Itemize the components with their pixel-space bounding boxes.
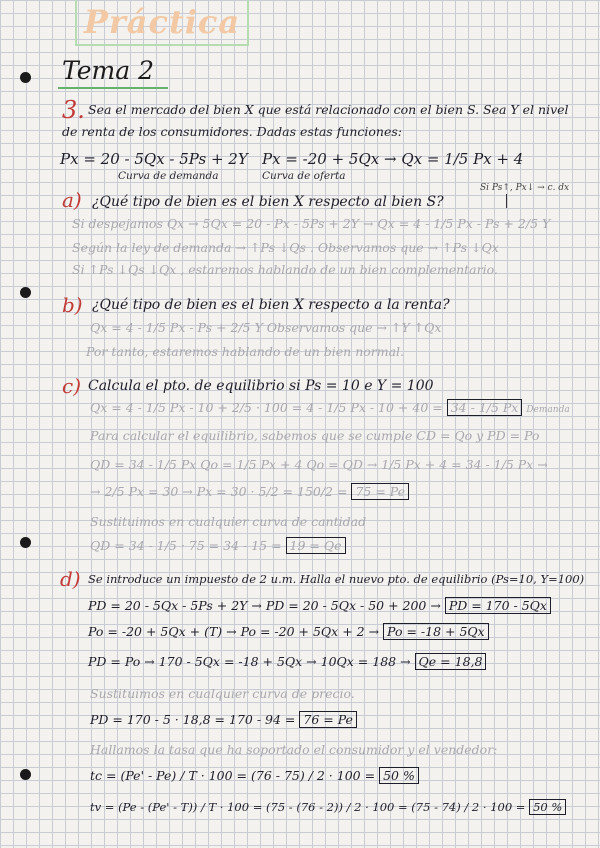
part-d-line-4-text: PD = Po → 170 - 5Qx = -18 + 5Qx → 10Qx = 188 → [88,654,411,669]
part-c-line-6 [90,538,346,553]
part-b-line-1: Qx = 4 - 1/5 Px - Ps + 2/5 Y Observamos que → ↑Y ↑Qx [90,320,442,335]
part-a-label: a) [62,188,82,212]
part-d-line-8 [90,768,419,783]
part-a-question: ¿Qué tipo de bien es el bien X respecto al bien S? [92,194,444,210]
part-d-line-5: Sustituimos en cualquier curva de precio. [90,686,355,701]
part-b-line-2: Por tanto, estaremos hablando de un bien normal. [86,344,405,359]
part-d-line-2 [88,598,551,613]
part-c-line-2: Para calcular el equilibrio, sabemos que se cumple CD = Qo y PD = Po [90,428,540,443]
margin-dot-1 [20,72,31,83]
tema-heading: Tema 2 [62,56,154,85]
annotation-arrow [506,194,507,208]
part-c-box-demand: 34 - 1/5 Px [447,399,523,416]
part-d-line-6-text: PD = 170 - 5 · 18,8 = 170 - 94 = [90,712,296,727]
tema-underline [58,87,168,89]
part-c-line-4-text: → 2/5 Px = 30 → Px = 30 · 5/2 = 150/2 = [90,484,348,499]
title-box [75,0,249,46]
part-a-line-1: Si despejamos Qx → 5Qx = 20 - Px - 5Ps + 2Y → Qx = 4 - 1/5 Px - Ps + 2/5 Y [72,216,551,231]
part-d-line-2-text: PD = 20 - 5Qx - 5Ps + 2Y → PD = 20 - 5Qx - 50 + 200 → [88,598,441,613]
margin-dot-2 [20,287,31,298]
part-d-line-7: Hallamos la tasa que ha soportado el consumidor y el vendedor: [90,742,498,757]
part-d-line-9 [90,800,566,814]
part-c-box-qe: 19 = Qe [286,537,346,554]
part-a-line-2: Según la ley de demanda → ↑Ps ↓Qs . Observamos que → ↑Ps ↓Qx [72,240,499,255]
part-d-box-po: Po = -18 + 5Qx [383,623,489,640]
problem-number: 3. [62,96,85,124]
part-d-line-4 [88,654,486,669]
part-c-demand-note: Demanda [526,405,570,415]
demand-label: Curva de demanda [118,170,219,182]
margin-dot-3 [20,537,31,548]
part-c-line-3: QD = 34 - 1/5 Px Qo = 1/5 Px + 4 Qo = QD → 1/5 Px + 4 = 34 - 1/5 Px → [90,457,548,472]
part-d-line-3 [88,624,489,639]
part-d-line-8-text: tc = (Pe' - Pe) / T · 100 = (76 - 75) / 2 · 100 = [90,768,376,783]
part-a-annotation: Si Ps↑, Px↓ → c. dx [480,183,570,193]
statement-line-2: de renta de los consumidores. Dadas estas funciones: [62,124,403,139]
part-c-label: c) [62,374,82,398]
page-title: Práctica [83,3,241,41]
statement-line-1: Sea el mercado del bien X que está relacionado con el bien S. Sea Y el nivel [88,102,569,117]
part-c-box-pe: 75 = Pe [351,483,409,500]
supply-equation: Px = -20 + 5Qx → Qx = 1/5 Px + 4 [262,150,524,168]
part-d-box-tc: 50 % [379,767,419,784]
part-d-label: d) [60,567,81,591]
part-c-line-1 [90,400,570,415]
part-c-line-5: Sustituimos en cualquier curva de cantidad [90,514,367,529]
part-d-box-qe: Qe = 18,8 [415,653,487,670]
part-b-label: b) [62,293,83,317]
part-c-line-4 [90,484,409,499]
part-a-line-3: Si ↑Ps ↓Qs ↓Qx , estaremos hablando de un bien complementario. [72,262,498,277]
supply-label: Curva de oferta [262,170,346,182]
part-d-line-6 [90,712,357,727]
margin-dot-4 [20,769,31,780]
part-d-box-pd: PD = 170 - 5Qx [445,597,551,614]
part-d-line-1: Se introduce un impuesto de 2 u.m. Halla el nuevo pto. de equilibrio (Ps=10, Y=100) [88,572,585,586]
part-d-box-pe: 76 = Pe [299,711,357,728]
part-d-line-3-text: Po = -20 + 5Qx + (T) → Po = -20 + 5Qx + 2 → [88,624,380,639]
part-c-line-1-text: Qx = 4 - 1/5 Px - 10 + 2/5 · 100 = 4 - 1/5 Px - 10 + 40 = [90,400,443,415]
part-b-question: ¿Qué tipo de bien es el bien X respecto a la renta? [92,297,450,313]
part-c-question: Calcula el pto. de equilibrio si Ps = 10 e Y = 100 [88,378,434,394]
demand-equation: Px = 20 - 5Qx - 5Ps + 2Y [60,150,248,168]
part-c-line-6-text: QD = 34 - 1/5 · 75 = 34 - 15 = [90,538,282,553]
part-d-line-9-text: tv = (Pe - (Pe' - T)) / T · 100 = (75 - (76 - 2)) / 2 · 100 = (75 - 74) / 2 · 100 = [90,800,526,814]
part-d-box-tv: 50 % [529,799,566,815]
